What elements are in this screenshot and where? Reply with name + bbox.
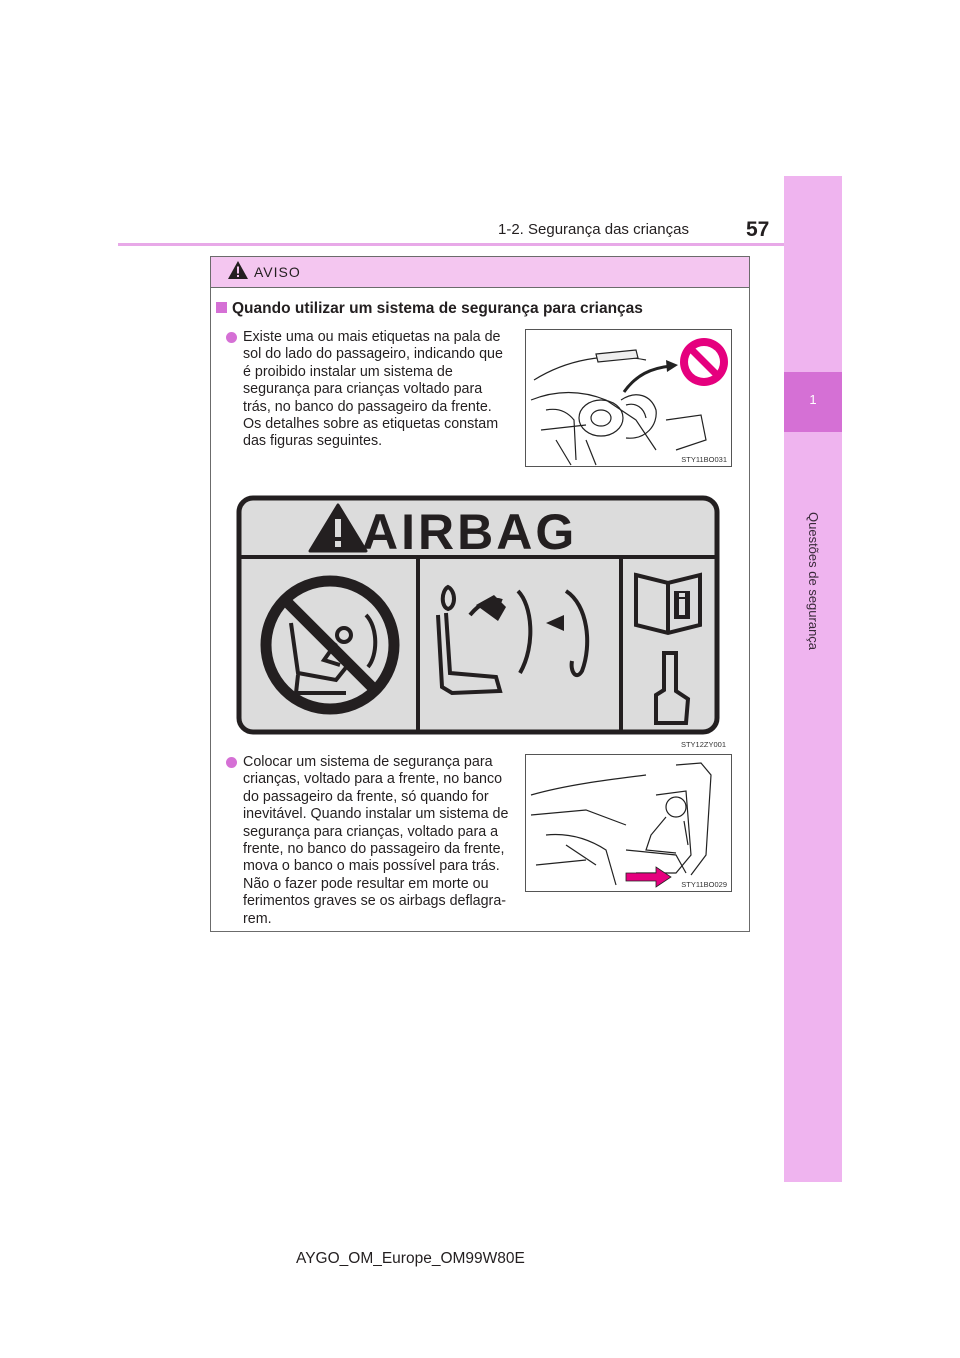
item-2-line: Colocar um sistema de segurança para xyxy=(243,754,493,770)
item-1-line: segurança para crianças voltado para xyxy=(243,381,483,398)
sun-visor-figure xyxy=(525,329,732,467)
item-2-line: frente, no banco do passageiro da frente, xyxy=(243,841,505,858)
item-1-line: trás, no banco do passageiro da frente. xyxy=(243,398,492,415)
item-1-line: das figuras seguintes. xyxy=(243,433,383,450)
item-2-line: Não o fazer pode resultar em morte ou xyxy=(243,875,489,892)
item-2-text xyxy=(243,754,514,928)
chapter-number: 1 xyxy=(809,392,817,407)
item-1-line: Os detalhes sobre as etiquetas constam xyxy=(243,416,499,433)
warning-label: AVISO xyxy=(254,264,301,280)
item-2-line: do passageiro da frente, só quando for xyxy=(243,788,489,805)
warning-subheading: Quando utilizar um sistema de segurança para crianças xyxy=(232,300,643,317)
figure-code: STY11BO029 xyxy=(681,880,727,889)
airbag-label-figure xyxy=(236,495,726,749)
item-1-line: sol do lado do passageiro, indicando que xyxy=(243,346,503,363)
item-2-line: mova o banco o mais possível para trás. xyxy=(243,858,500,875)
item-2-line: ferimentos graves se os airbags deflagra- xyxy=(243,893,507,910)
page-number: 57 xyxy=(746,218,770,241)
child-seat-figure xyxy=(525,754,732,892)
child-seat-illustration xyxy=(526,755,731,891)
document-code: AYGO_OM_Europe_OM99W80E xyxy=(296,1250,525,1267)
item-2-line: inevitável. Quando instalar um sistema de xyxy=(243,806,509,823)
warning-triangle-icon xyxy=(227,260,249,280)
square-bullet-icon xyxy=(216,302,227,313)
section-title: 1-2. Segurança das crianças xyxy=(498,221,689,238)
airbag-label-title: AIRBAG xyxy=(362,504,578,560)
item-1-line: é proibido instalar um sistema de xyxy=(243,363,453,380)
header-rule xyxy=(118,243,842,246)
circle-bullet-icon xyxy=(226,757,237,768)
chapter-title: Questões de segurança xyxy=(806,512,821,651)
figure-code: STY11BO031 xyxy=(681,455,727,464)
item-2-line: segurança para crianças, voltado para a xyxy=(243,823,499,840)
chapter-side-tab xyxy=(784,176,842,1182)
sun-visor-illustration xyxy=(526,330,731,466)
circle-bullet-icon xyxy=(226,332,237,343)
item-2-line: rem. xyxy=(243,910,272,927)
item-1-text xyxy=(243,329,514,451)
item-2-line: crianças, voltado para a frente, no banco xyxy=(243,771,503,788)
figure-code: STY12ZY001 xyxy=(680,740,726,749)
item-1-line: Existe uma ou mais etiquetas na pala de xyxy=(243,329,501,345)
